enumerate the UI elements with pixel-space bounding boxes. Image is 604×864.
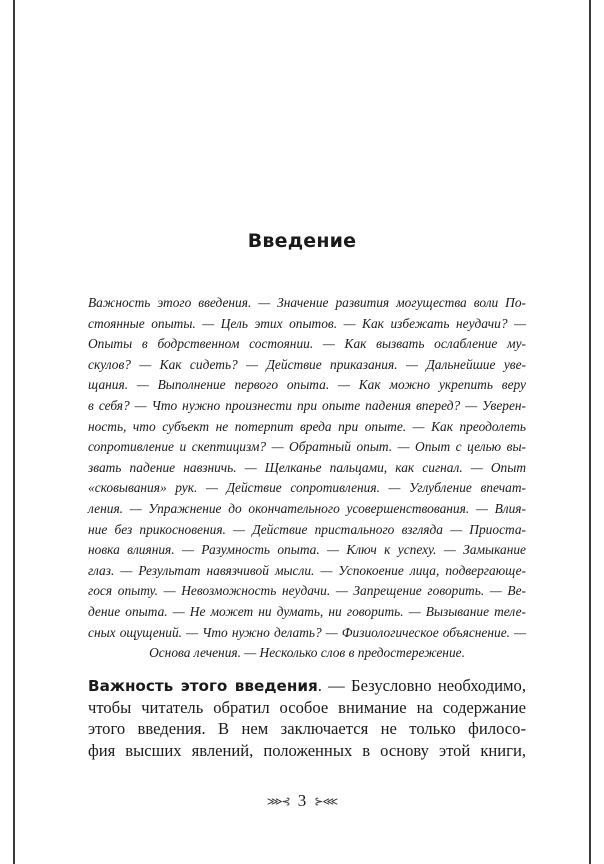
page-frame-left-line	[13, 0, 15, 864]
summary-line: глаз. — Результат навязчивой мысли. — Успокоение лица, подвергающе-	[88, 562, 526, 578]
chapter-title: Введение	[247, 230, 357, 252]
summary-line: скулов? — Как сидеть? — Действие приказания. — Дальнейшие уве-	[88, 356, 526, 372]
summary-line: в себя? — Что нужно произнести при опыте падения вперед? — Уверен-	[88, 397, 526, 413]
page-frame-right-line	[589, 0, 591, 864]
page-footer	[0, 789, 604, 813]
summary-line: гося опыту. — Невозможность неудачи. — Запрещение говорить. — Ве-	[88, 583, 526, 599]
ornament-left-icon: ⋙⊰	[266, 794, 290, 808]
summary-line: ние без прикосновения. — Действие пристального взгляда — Приоста-	[88, 521, 526, 537]
summary-line: звать падение навзничь. — Щелканье пальцами, как сигнал. — Опыт	[88, 459, 526, 475]
summary-line: Основа лечения. — Несколько слов в предостережение.	[149, 645, 465, 661]
section-lead-heading: Важность этого введения	[88, 677, 318, 695]
summary-line: Опыты в бодрственном состоянии. — Как вызвать ослабление му-	[88, 336, 526, 352]
summary-line: щания. — Выполнение первого опыта. — Как можно укрепить веру	[88, 377, 526, 393]
page-number: 3	[297, 791, 307, 810]
body-line: фия высших явлений, положенных в основу этой книги,	[88, 740, 526, 760]
summary-line: новка влияния. — Разумность опыта. — Ключ к успеху. — Замыкание	[88, 542, 526, 558]
summary-line: сопротивление и скептицизм? — Обратный опыт. — Опыт с целью вы-	[88, 439, 526, 455]
summary-line: Важность этого введения. — Значение развития могущества воли По-	[88, 295, 526, 310]
body-line-text: . — Безусловно необходимо,	[317, 676, 526, 695]
chapter-summary	[88, 293, 526, 664]
summary-line: сных ощущений. — Что нужно делать? — Физиологическое объяснение. —	[88, 624, 526, 640]
summary-line: дение опыта. — Не может ни думать, ни говорить. — Вызывание теле-	[88, 603, 526, 619]
summary-line: «сковывания» рук. — Действие сопротивления. — Углубление впечат-	[88, 480, 526, 496]
body-line	[88, 675, 526, 697]
body-line: этого введения. В нем заключается не только филосо-	[88, 719, 526, 739]
body-paragraph	[88, 675, 526, 761]
body-line: чтобы читатель обратил особое внимание на содержание	[88, 698, 526, 718]
summary-line: ность, что субъект не потерпит вреда при опыте. — Как преодолеть	[88, 418, 526, 434]
summary-line: ления. — Упражнение до окончательного усовершенствования. — Влия-	[88, 500, 526, 516]
summary-line: стоянные опыты. — Цель этих опытов. — Как избежать неудачи? —	[88, 315, 526, 331]
ornament-right-icon: ⊱⋘	[314, 794, 338, 808]
